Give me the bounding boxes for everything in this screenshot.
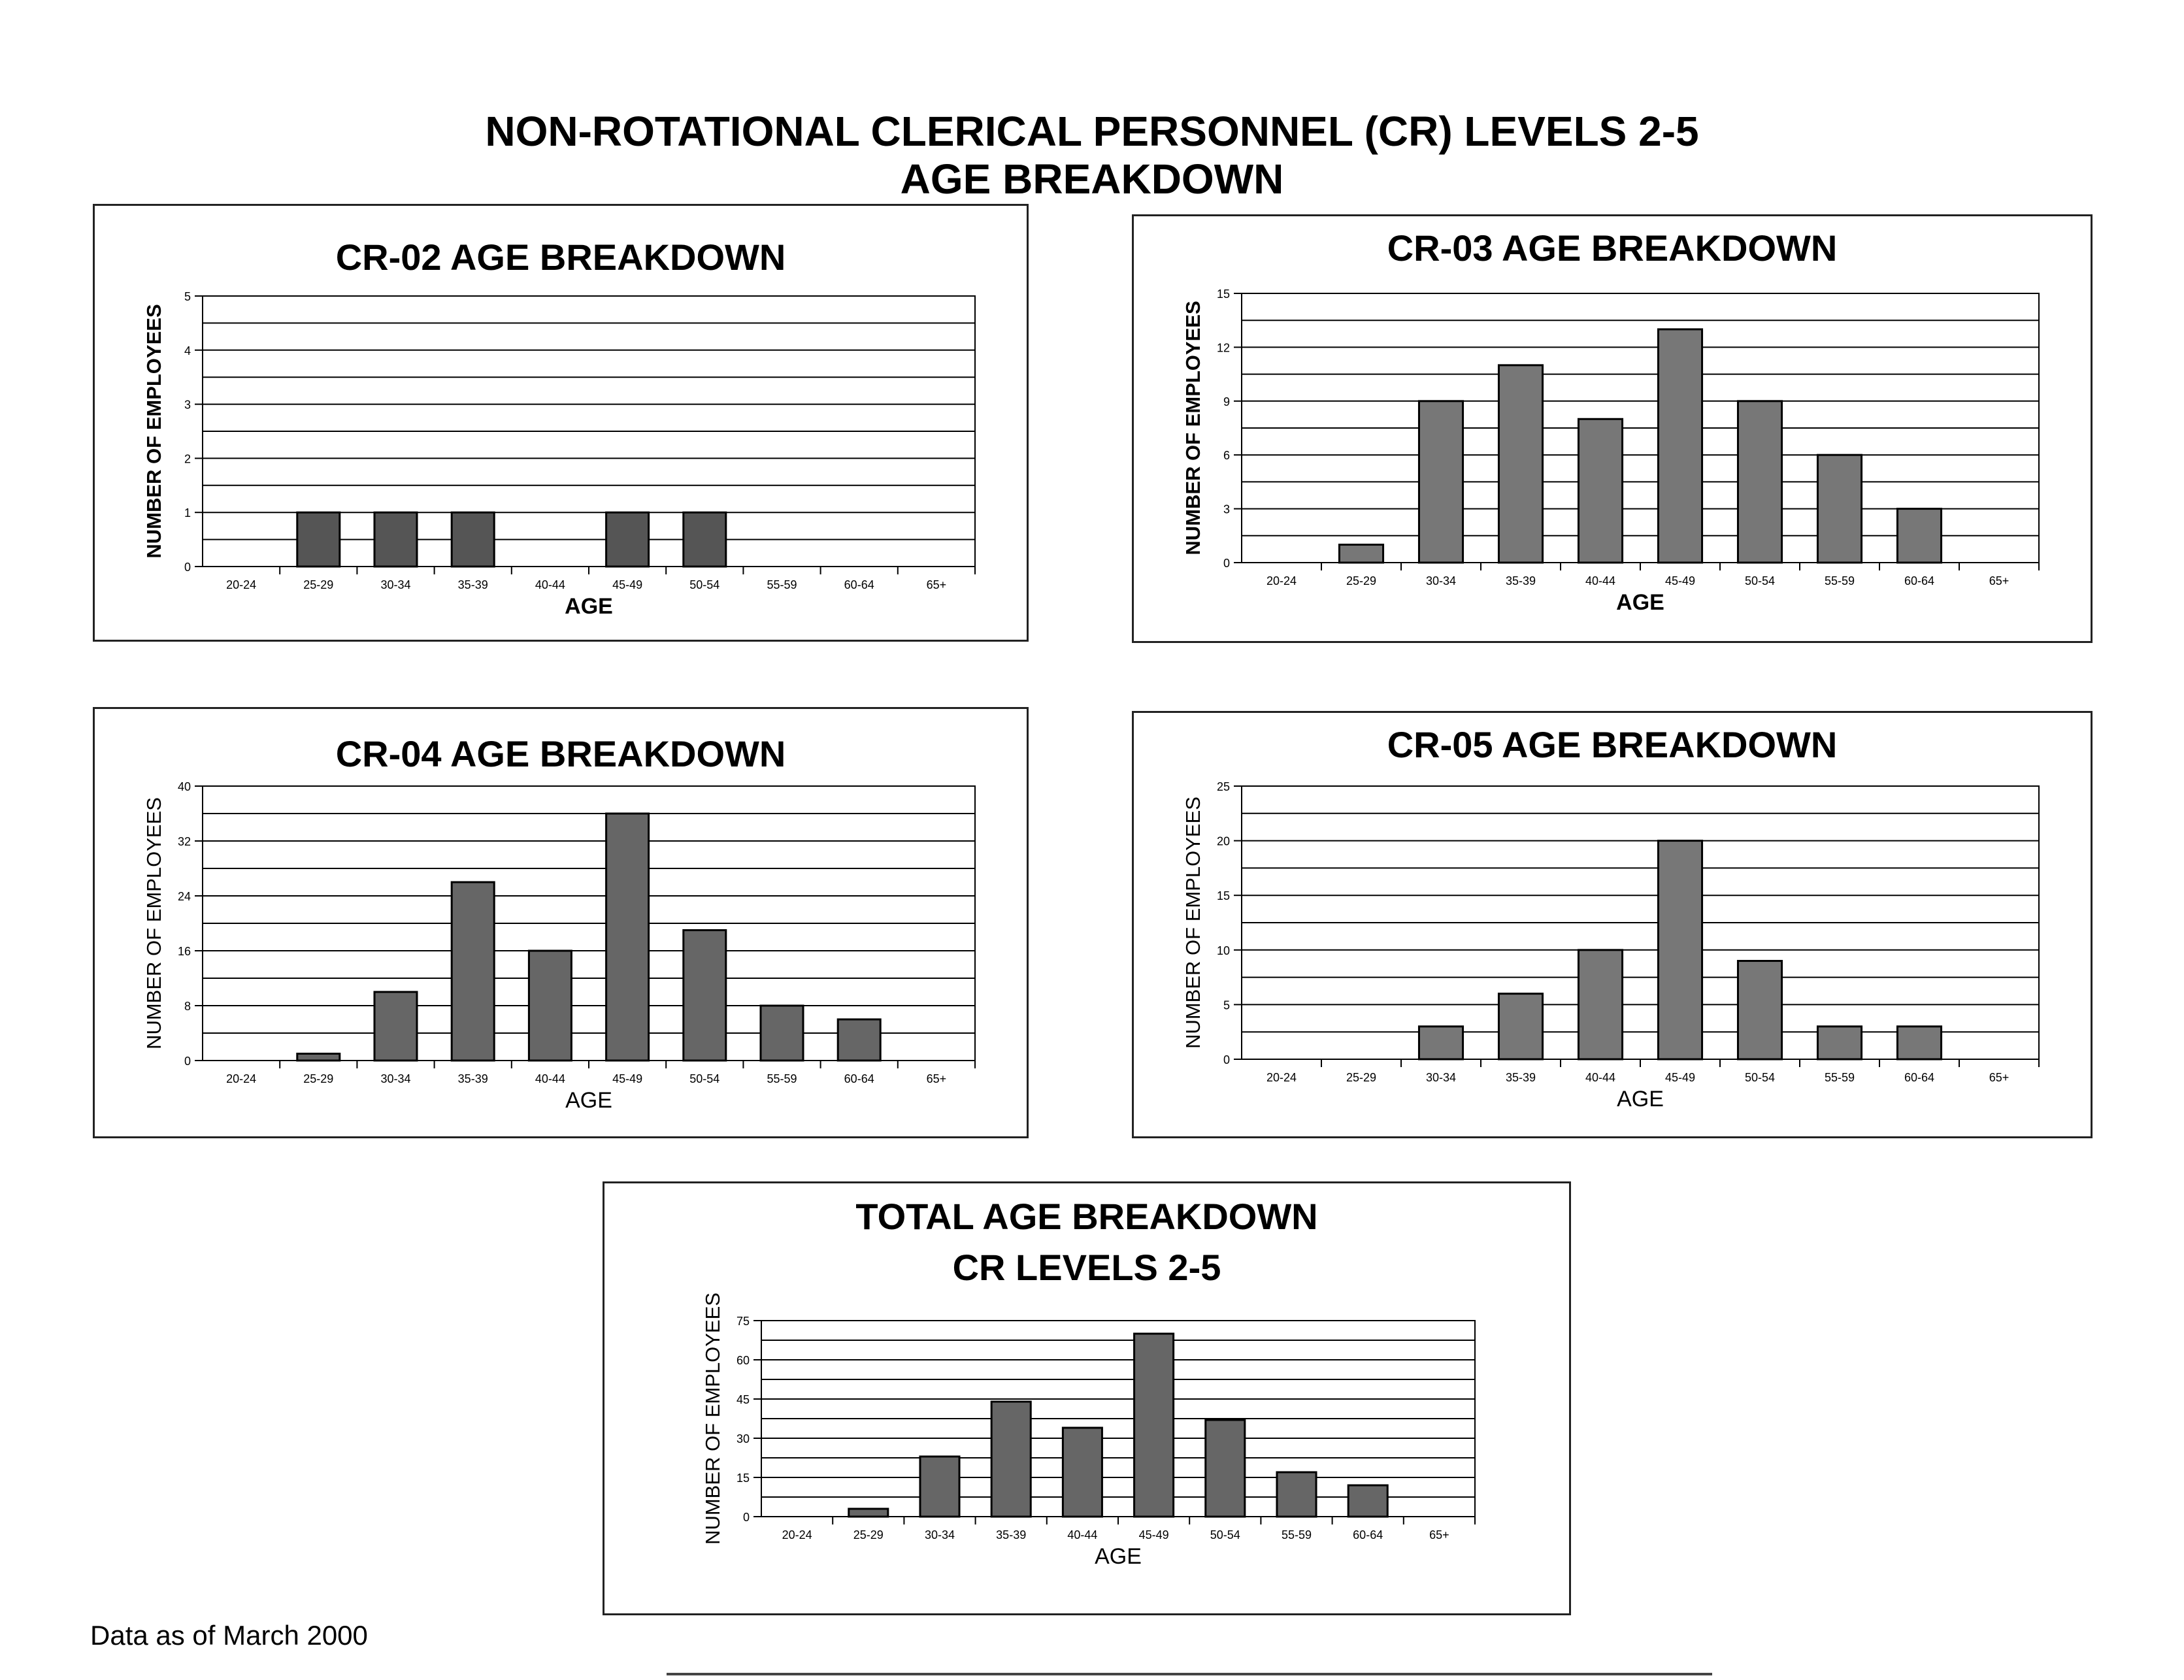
- y-tick-label: 9: [1223, 395, 1230, 408]
- y-tick-label: 0: [1223, 557, 1230, 570]
- y-tick-label: 5: [1223, 998, 1230, 1012]
- x-axis-label: AGE: [565, 594, 613, 619]
- x-tick-label: 60-64: [1904, 574, 1935, 587]
- x-tick-label: 60-64: [1904, 1071, 1935, 1084]
- x-tick-label: 45-49: [1138, 1528, 1169, 1541]
- y-tick-label: 1: [184, 506, 191, 520]
- y-tick-label: 4: [184, 344, 191, 357]
- x-tick-label: 65+: [1989, 574, 2010, 587]
- bar-55-59: [1277, 1472, 1316, 1517]
- chart-svg: [604, 1183, 1569, 1613]
- chart-total: [603, 1181, 1571, 1615]
- x-tick-label: 40-44: [1585, 574, 1616, 587]
- bar-60-64: [1897, 1027, 1941, 1059]
- chart-subtitle: CR LEVELS 2-5: [952, 1247, 1221, 1288]
- bottom-divider: [667, 1673, 1712, 1675]
- bar-40-44: [529, 951, 571, 1061]
- x-tick-label: 20-24: [1266, 1071, 1297, 1084]
- x-tick-label: 50-54: [1210, 1528, 1240, 1541]
- x-axis-label: AGE: [1616, 590, 1664, 615]
- x-tick-label: 45-49: [612, 1072, 643, 1085]
- x-tick-label: 55-59: [767, 1072, 797, 1085]
- chart-cr05: [1132, 711, 2093, 1138]
- y-tick-label: 32: [177, 835, 191, 848]
- x-tick-label: 50-54: [1744, 1071, 1776, 1084]
- bar-30-34: [374, 512, 417, 567]
- bar-25-29: [849, 1509, 888, 1517]
- x-tick-label: 45-49: [1664, 1071, 1696, 1084]
- bar-30-34: [374, 992, 417, 1061]
- y-tick-label: 15: [1216, 889, 1230, 903]
- y-tick-label: 16: [177, 945, 191, 958]
- y-tick-label: 0: [1223, 1053, 1230, 1066]
- x-tick-label: 40-44: [1585, 1071, 1616, 1084]
- x-tick-label: 25-29: [1346, 1071, 1377, 1084]
- x-tick-label: 35-39: [1505, 574, 1536, 587]
- x-tick-label: 30-34: [380, 578, 411, 591]
- chart-title: TOTAL AGE BREAKDOWN: [855, 1196, 1318, 1237]
- y-tick-label: 60: [736, 1354, 750, 1367]
- y-tick-label: 10: [1216, 944, 1230, 957]
- y-axis-label: NUMBER OF EMPLOYEES: [701, 1293, 724, 1545]
- chart-svg: [1134, 713, 2091, 1136]
- chart-title: CR-02 AGE BREAKDOWN: [335, 237, 786, 278]
- x-tick-label: 60-64: [844, 1072, 874, 1085]
- bar-40-44: [1063, 1428, 1102, 1517]
- y-axis-label: NUMBER OF EMPLOYEES: [1182, 797, 1204, 1049]
- y-axis-label: NUMBER OF EMPLOYEES: [1182, 301, 1204, 555]
- chart-cr04: [93, 707, 1029, 1138]
- x-tick-label: 60-64: [1353, 1528, 1383, 1541]
- x-tick-label: 30-34: [924, 1528, 955, 1541]
- y-tick-label: 25: [1216, 780, 1230, 793]
- bar-35-39: [991, 1402, 1031, 1517]
- y-tick-label: 24: [177, 890, 191, 903]
- y-tick-label: 6: [1223, 449, 1230, 463]
- x-tick-label: 40-44: [535, 578, 565, 591]
- x-tick-label: 25-29: [853, 1528, 884, 1541]
- chart-svg: [95, 206, 1027, 640]
- bar-50-54: [1206, 1420, 1245, 1517]
- x-tick-label: 35-39: [996, 1528, 1027, 1541]
- y-tick-label: 15: [736, 1472, 750, 1485]
- x-axis-label: AGE: [1617, 1087, 1664, 1112]
- x-tick-label: 35-39: [457, 578, 488, 591]
- x-axis-label: AGE: [565, 1088, 612, 1113]
- data-date-note: Data as of March 2000: [90, 1620, 368, 1651]
- x-tick-label: 45-49: [1664, 574, 1696, 587]
- y-axis-label: NUMBER OF EMPLOYEES: [142, 304, 165, 559]
- x-tick-label: 55-59: [1281, 1528, 1312, 1541]
- bar-60-64: [838, 1019, 880, 1061]
- x-tick-label: 40-44: [1067, 1528, 1098, 1541]
- x-tick-label: 45-49: [612, 578, 643, 591]
- x-tick-label: 35-39: [1505, 1071, 1536, 1084]
- bar-45-49: [1658, 329, 1702, 563]
- page-title: NON-ROTATIONAL CLERICAL PERSONNEL (CR) LEVELS 2-5: [485, 108, 1699, 155]
- chart-title: CR-04 AGE BREAKDOWN: [335, 733, 786, 774]
- y-tick-label: 12: [1216, 341, 1230, 355]
- x-tick-label: 35-39: [457, 1072, 488, 1085]
- x-tick-label: 20-24: [782, 1528, 812, 1541]
- x-tick-label: 50-54: [689, 578, 720, 591]
- bar-25-29: [297, 1054, 340, 1061]
- x-tick-label: 25-29: [303, 1072, 334, 1085]
- bar-30-34: [920, 1457, 959, 1517]
- bar-55-59: [1817, 455, 1861, 563]
- bar-55-59: [761, 1006, 803, 1061]
- x-tick-label: 55-59: [1824, 1071, 1855, 1084]
- chart-cr03: [1132, 214, 2093, 643]
- x-tick-label: 20-24: [226, 1072, 257, 1085]
- x-tick-label: 40-44: [535, 1072, 565, 1085]
- x-tick-label: 30-34: [380, 1072, 411, 1085]
- chart-cr02: [93, 204, 1029, 642]
- bar-35-39: [452, 882, 494, 1061]
- y-tick-label: 75: [736, 1315, 750, 1328]
- y-tick-label: 0: [742, 1511, 750, 1524]
- x-tick-label: 30-34: [1425, 574, 1457, 587]
- y-tick-label: 45: [736, 1393, 750, 1406]
- y-tick-label: 20: [1216, 834, 1230, 848]
- bar-55-59: [1817, 1027, 1861, 1059]
- y-tick-label: 2: [184, 452, 191, 466]
- y-tick-label: 3: [184, 398, 191, 412]
- x-tick-label: 65+: [1989, 1071, 2010, 1084]
- bar-60-64: [1348, 1485, 1387, 1517]
- x-tick-label: 30-34: [1425, 1071, 1457, 1084]
- bar-50-54: [1738, 401, 1781, 563]
- bar-45-49: [1658, 841, 1702, 1059]
- bar-35-39: [1498, 994, 1542, 1059]
- bar-35-39: [452, 512, 494, 567]
- y-tick-label: 3: [1223, 502, 1230, 516]
- bar-40-44: [1578, 950, 1622, 1059]
- bar-40-44: [1578, 419, 1622, 563]
- y-tick-label: 0: [184, 561, 191, 574]
- chart-svg: [1134, 216, 2091, 641]
- y-tick-label: 8: [184, 1000, 191, 1013]
- y-axis-label: NUMBER OF EMPLOYEES: [142, 797, 165, 1049]
- x-tick-label: 65+: [1429, 1528, 1449, 1541]
- bar-30-34: [1419, 401, 1463, 563]
- x-tick-label: 20-24: [1266, 574, 1297, 587]
- bar-35-39: [1498, 365, 1542, 563]
- x-tick-label: 55-59: [1824, 574, 1855, 587]
- x-tick-label: 60-64: [844, 578, 874, 591]
- y-tick-label: 30: [736, 1432, 750, 1445]
- x-tick-label: 65+: [926, 1072, 947, 1085]
- bar-45-49: [1134, 1334, 1174, 1517]
- bar-25-29: [297, 512, 340, 567]
- chart-title: CR-05 AGE BREAKDOWN: [1387, 724, 1838, 765]
- chart-svg: [95, 709, 1027, 1136]
- x-axis-label: AGE: [1095, 1544, 1142, 1569]
- page-subtitle: AGE BREAKDOWN: [900, 156, 1284, 203]
- x-tick-label: 20-24: [226, 578, 257, 591]
- x-tick-label: 50-54: [689, 1072, 720, 1085]
- bar-50-54: [684, 512, 726, 567]
- bar-25-29: [1339, 545, 1383, 563]
- bar-60-64: [1897, 509, 1941, 563]
- y-tick-label: 15: [1216, 288, 1230, 301]
- chart-title: CR-03 AGE BREAKDOWN: [1387, 227, 1838, 269]
- x-tick-label: 65+: [926, 578, 947, 591]
- bar-45-49: [606, 814, 649, 1061]
- bar-45-49: [606, 512, 649, 567]
- x-tick-label: 25-29: [303, 578, 334, 591]
- y-tick-label: 40: [177, 780, 191, 793]
- bar-30-34: [1419, 1027, 1463, 1059]
- y-tick-label: 5: [184, 290, 191, 303]
- bar-50-54: [684, 931, 726, 1061]
- y-tick-label: 0: [184, 1055, 191, 1068]
- bar-50-54: [1738, 961, 1781, 1059]
- x-tick-label: 50-54: [1744, 574, 1776, 587]
- x-tick-label: 55-59: [767, 578, 797, 591]
- x-tick-label: 25-29: [1346, 574, 1377, 587]
